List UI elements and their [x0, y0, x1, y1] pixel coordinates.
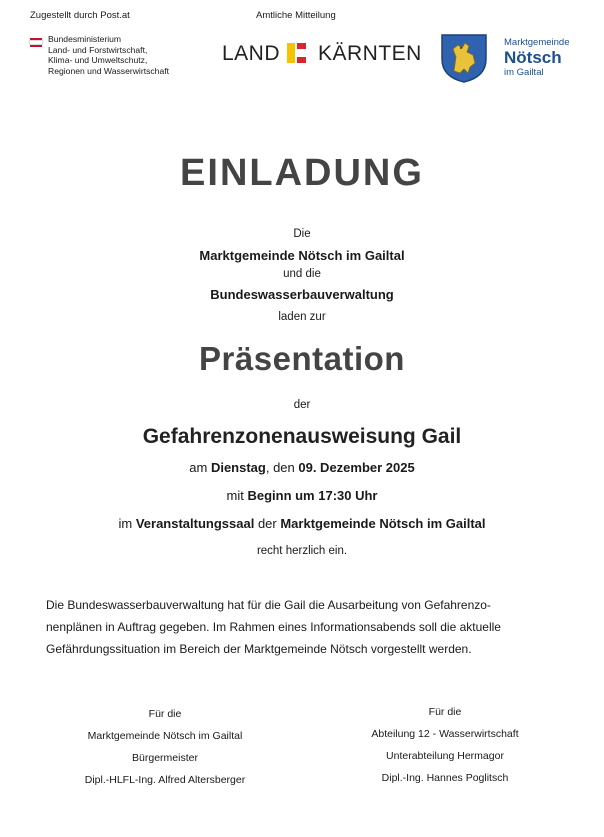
municipality-name: Nötsch — [504, 48, 562, 67]
event-day: Dienstag — [210, 460, 266, 475]
kaernten-text: KÄRNTEN — [318, 42, 422, 65]
presentation-heading: Präsentation — [199, 340, 405, 377]
delivery-note: Zugestellt durch Post.at — [30, 10, 130, 21]
austria-flag-icon — [30, 38, 42, 47]
kaernten-logo-icon — [287, 41, 307, 65]
signature-right: Für die Abteilung 12 - Wasserwirtschaft Unterabteilung Hermagor Dipl.-Ing. Hannes Poglitsch — [371, 706, 519, 784]
paragraph-line: nenplänen in Auftrag gegeben. Im Rahmen eines Informationsabends soll die aktuelle — [46, 620, 501, 634]
signature-left: Für die Marktgemeinde Nötsch im Gailtal Bürgermeister Dipl.-HLFL-Ing. Alfred Altersberger — [84, 708, 246, 786]
text-closing: recht herzlich ein. — [256, 545, 348, 557]
event-organizer: Marktgemeinde Nötsch im Gailtal — [280, 516, 486, 531]
ministry-line: Klima- und Umweltschutz, — [48, 55, 148, 66]
paragraph-line: Die Bundeswasserbauverwaltung hat für die Gail die Ausarbeitung von Gefahrenzo- — [46, 598, 491, 612]
municipality-sub: im Gailtal — [504, 67, 544, 78]
description-paragraph — [46, 594, 566, 660]
text-und-die: und die — [283, 268, 321, 280]
host-agency: Bundeswasserbauverwaltung — [210, 287, 394, 302]
ministry-line: Bundesministerium — [48, 34, 122, 44]
event-topic: Gefahrenzonenausweisung Gail — [142, 425, 462, 448]
event-time: mit Beginn um 17:30 Uhr — [226, 488, 378, 503]
municipality-label: Marktgemeinde — [504, 37, 570, 48]
ministry-line: Regionen und Wasserwirtschaft — [48, 65, 170, 76]
municipal-crest-icon — [440, 33, 488, 83]
paragraph-line: Gefährdungssituation im Bereich der Marktgemeinde Nötsch vorgestellt werden. — [46, 642, 472, 656]
text-der: der — [293, 399, 311, 411]
land-text: LAND — [222, 42, 281, 65]
event-date: am Dienstag, den 09. Dezember 2025 — [189, 460, 415, 475]
text-die: Die — [293, 228, 311, 240]
event-time-value: Beginn um 17:30 Uhr — [247, 488, 378, 503]
event-location: im Veranstaltungssaal der Marktgemeinde Nötsch im Gailtal — [118, 516, 486, 531]
page-title: EINLADUNG — [180, 152, 424, 194]
host-municipality: Marktgemeinde Nötsch im Gailtal — [199, 248, 405, 263]
event-date-value: 09. Dezember 2025 — [298, 460, 415, 475]
event-hall: Veranstaltungssaal — [135, 516, 255, 531]
ministry-block — [48, 34, 169, 76]
text-laden-zur: laden zur — [278, 311, 326, 323]
official-notice: Amtliche Mitteilung — [256, 10, 336, 21]
ministry-line: Land- und Forstwirtschaft, — [48, 44, 148, 55]
